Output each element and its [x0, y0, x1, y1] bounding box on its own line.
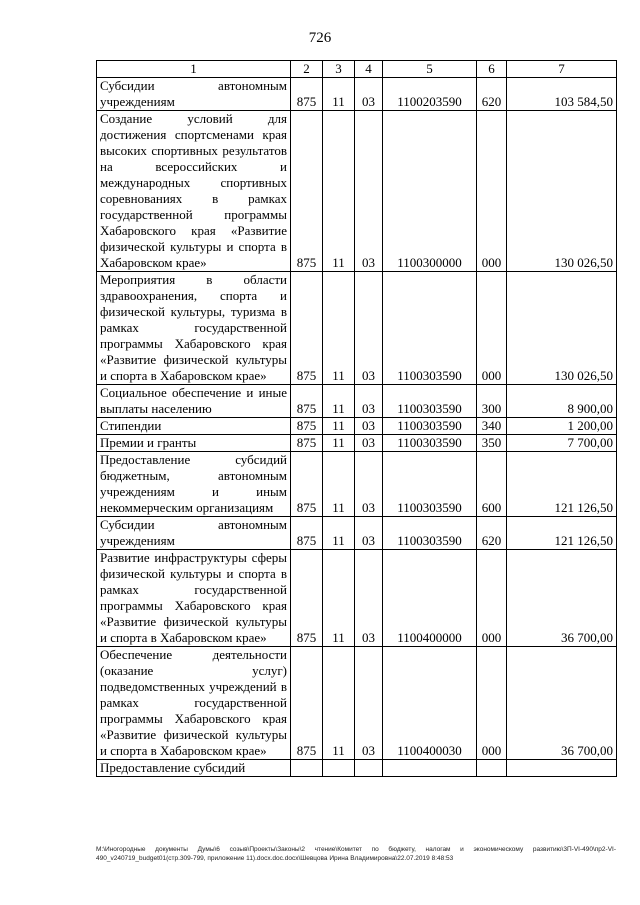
- row-c5-cell: 1100203590: [383, 78, 477, 111]
- row-c7-cell: 7 700,00: [507, 435, 617, 452]
- row-c5-cell: 1100303590: [383, 452, 477, 517]
- row-c6-cell: 620: [477, 517, 507, 550]
- row-c4-cell: 03: [355, 272, 383, 385]
- row-c4-cell: 03: [355, 452, 383, 517]
- row-c5-cell: 1100400030: [383, 647, 477, 760]
- row-c7-cell: 130 026,50: [507, 272, 617, 385]
- row-c2-cell: [291, 760, 323, 777]
- table-row: [97, 760, 617, 777]
- row-c3-cell: 11: [323, 385, 355, 418]
- row-name-cell: Обеспечение деятельности (оказание услуг) подведомственных учреждений в рамках государственной программы Хабаровского края «Развитие физической культуры и спорта в Хабаровском крае»: [97, 647, 291, 760]
- row-c7-cell: 8 900,00: [507, 385, 617, 418]
- header-cell: 6: [477, 61, 507, 78]
- row-c4-cell: 03: [355, 517, 383, 550]
- row-name-cell: Развитие инфраструктуры сферы физической культуры и спорта в рамках государственной программы Хабаровского края «Развитие физической культуры и спорта в Хабаровском крае»: [97, 550, 291, 647]
- row-c6-cell: 000: [477, 550, 507, 647]
- row-name-cell: Предоставление субсидий бюджетным, автономным учреждениям и иным некоммерческим организациям: [97, 452, 291, 517]
- row-c6-cell: 000: [477, 647, 507, 760]
- row-c6-cell: 000: [477, 111, 507, 272]
- row-c3-cell: 11: [323, 550, 355, 647]
- table-row: [97, 647, 617, 760]
- table-row: [97, 418, 617, 435]
- header-cell: 1: [97, 61, 291, 78]
- row-c6-cell: 350: [477, 435, 507, 452]
- row-c3-cell: 11: [323, 418, 355, 435]
- row-c6-cell: 300: [477, 385, 507, 418]
- row-c7-cell: 36 700,00: [507, 647, 617, 760]
- document-path-footer: M:\Иногородные документы Думы\6 созыв\Проекты\Законы\2 чтение\Комитет по бюджету, налогам и экономическому развитию\3П-VI-490\пр2-VI-490_v240719_budget01(стр.309-799, приложение 11).docx.doc.docx\Шевцова Ирина Владимировна\22.07.2019 8:48:53: [96, 846, 616, 862]
- row-c5-cell: 1100400000: [383, 550, 477, 647]
- table-row: [97, 78, 617, 111]
- row-name-cell: Создание условий для достижения спортсменами края высоких спортивных результатов на всероссийских и международных спортивных соревнованиях в рамках государственной программы Хабаровского края «Развитие физической культуры и спорта в Хабаровском крае»: [97, 111, 291, 272]
- row-name-cell: Субсидии автономным учреждениям: [97, 517, 291, 550]
- row-name-cell: Субсидии автономным учреждениям: [97, 78, 291, 111]
- row-c5-cell: 1100303590: [383, 435, 477, 452]
- row-c5-cell: 1100300000: [383, 111, 477, 272]
- row-c3-cell: 11: [323, 435, 355, 452]
- row-c3-cell: 11: [323, 272, 355, 385]
- budget-table: [96, 60, 617, 777]
- row-c3-cell: 11: [323, 452, 355, 517]
- header-cell: 3: [323, 61, 355, 78]
- table-row: [97, 550, 617, 647]
- row-c2-cell: 875: [291, 78, 323, 111]
- row-c7-cell: [507, 760, 617, 777]
- row-name-cell: Предоставление субсидий: [97, 760, 291, 777]
- table-row: [97, 517, 617, 550]
- row-c7-cell: 130 026,50: [507, 111, 617, 272]
- row-c2-cell: 875: [291, 517, 323, 550]
- row-c7-cell: 103 584,50: [507, 78, 617, 111]
- row-c3-cell: 11: [323, 647, 355, 760]
- row-c3-cell: 11: [323, 517, 355, 550]
- table-row: [97, 435, 617, 452]
- page-number: 726: [308, 30, 332, 46]
- row-c7-cell: 1 200,00: [507, 418, 617, 435]
- row-c3-cell: 11: [323, 111, 355, 272]
- row-c6-cell: 600: [477, 452, 507, 517]
- row-c2-cell: 875: [291, 452, 323, 517]
- row-c6-cell: [477, 760, 507, 777]
- row-c4-cell: [355, 760, 383, 777]
- row-c7-cell: 121 126,50: [507, 517, 617, 550]
- row-c5-cell: 1100303590: [383, 272, 477, 385]
- row-c6-cell: 620: [477, 78, 507, 111]
- row-c5-cell: [383, 760, 477, 777]
- row-c2-cell: 875: [291, 418, 323, 435]
- row-c7-cell: 121 126,50: [507, 452, 617, 517]
- row-name-cell: Премии и гранты: [97, 435, 291, 452]
- row-c4-cell: 03: [355, 385, 383, 418]
- table-row: [97, 452, 617, 517]
- header-cell: 4: [355, 61, 383, 78]
- row-c4-cell: 03: [355, 435, 383, 452]
- row-c5-cell: 1100303590: [383, 385, 477, 418]
- header-cell: 5: [383, 61, 477, 78]
- row-name-cell: Стипендии: [97, 418, 291, 435]
- row-c2-cell: 875: [291, 550, 323, 647]
- row-c6-cell: 340: [477, 418, 507, 435]
- row-c2-cell: 875: [291, 111, 323, 272]
- table-row: [97, 272, 617, 385]
- row-c3-cell: [323, 760, 355, 777]
- row-c3-cell: 11: [323, 78, 355, 111]
- row-c2-cell: 875: [291, 435, 323, 452]
- header-cell: 2: [291, 61, 323, 78]
- row-c7-cell: 36 700,00: [507, 550, 617, 647]
- row-c2-cell: 875: [291, 385, 323, 418]
- row-c4-cell: 03: [355, 78, 383, 111]
- row-c4-cell: 03: [355, 111, 383, 272]
- table-row: [97, 111, 617, 272]
- table-row: [97, 385, 617, 418]
- row-c2-cell: 875: [291, 647, 323, 760]
- row-c2-cell: 875: [291, 272, 323, 385]
- row-c6-cell: 000: [477, 272, 507, 385]
- header-cell: 7: [507, 61, 617, 78]
- row-c4-cell: 03: [355, 647, 383, 760]
- row-c5-cell: 1100303590: [383, 418, 477, 435]
- row-c4-cell: 03: [355, 550, 383, 647]
- row-name-cell: Мероприятия в области здравоохранения, спорта и физической культуры, туризма в рамках государственной программы Хабаровского края «Развитие физической культуры и спорта в Хабаровском крае»: [97, 272, 291, 385]
- table-header-row: [97, 61, 617, 78]
- row-c5-cell: 1100303590: [383, 517, 477, 550]
- row-name-cell: Социальное обеспечение и иные выплаты населению: [97, 385, 291, 418]
- row-c4-cell: 03: [355, 418, 383, 435]
